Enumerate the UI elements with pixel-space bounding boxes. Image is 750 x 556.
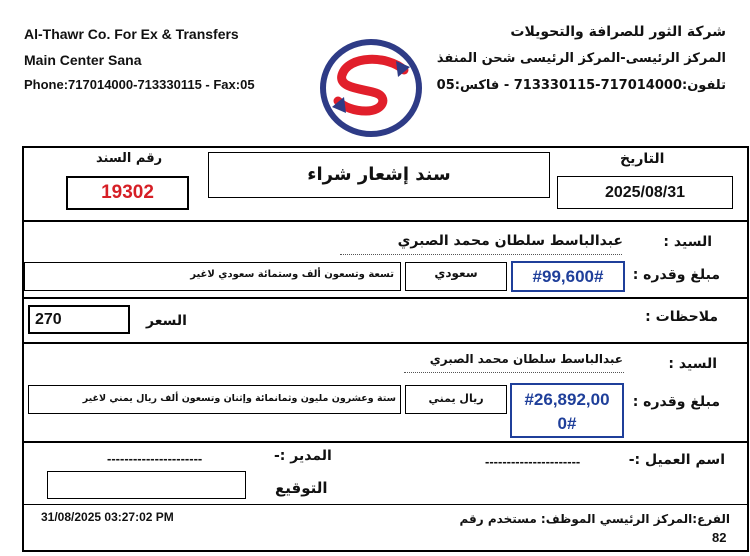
receipt-no: 19302 bbox=[101, 182, 154, 203]
receipt-no-box bbox=[66, 176, 189, 210]
company-branch-ar: المركز الرئيسى-المركز الرئيسى شحن المنفذ bbox=[436, 51, 726, 66]
notes-label: ملاحظات : bbox=[645, 309, 718, 325]
company-phone-en: Phone:717014000-713330115 - Fax:05 bbox=[24, 77, 255, 92]
mr-label-2: السيد : bbox=[668, 356, 717, 372]
amount-2-line1: #26,892,00 bbox=[524, 390, 610, 409]
receipt-date: 2025/08/31 bbox=[604, 184, 686, 201]
amount-words-box-1 bbox=[24, 262, 401, 291]
company-name-ar: شركة الثور للصرافة والتحويلات bbox=[510, 24, 726, 40]
amount-box-1 bbox=[511, 261, 625, 292]
amount-label-2: مبلغ وقدره : bbox=[632, 394, 720, 410]
mr-name-line-1 bbox=[340, 254, 622, 255]
divider bbox=[22, 504, 749, 505]
company-branch-en: Main Center Sana bbox=[24, 52, 142, 68]
client-dashes: ---------------------- bbox=[485, 454, 581, 469]
manager-dashes: ---------------------- bbox=[107, 451, 203, 466]
amount-box-2 bbox=[510, 383, 624, 438]
manager-label: المدير :- bbox=[274, 448, 332, 464]
amount-words-box-2 bbox=[28, 385, 401, 414]
currency-2: ريال يمني bbox=[428, 392, 484, 405]
currency-1: سعودي bbox=[434, 266, 478, 280]
amount-2-line2: 0# bbox=[557, 414, 577, 433]
rate-box bbox=[28, 305, 130, 334]
company-logo-icon bbox=[318, 37, 424, 139]
title-box bbox=[208, 152, 550, 198]
footer-info: الفرع:المركز الرئيسي الموظف: مستخدم رقم bbox=[459, 512, 730, 526]
divider bbox=[22, 342, 749, 344]
currency-box-1 bbox=[405, 262, 507, 291]
amount-words-1: تسعة وتسعون ألف وستمائة سعودي لاغير bbox=[190, 269, 394, 280]
amount-words-2: ستة وعشرون مليون وثمانمائة وإثنان وتسعون ألف ريال يمني لاغير bbox=[82, 393, 396, 404]
divider bbox=[22, 220, 749, 222]
mr-name-1: عبدالباسط سلطان محمد الصبري bbox=[397, 233, 623, 249]
employee-no: 82 bbox=[712, 530, 727, 545]
amount-1: #99,600# bbox=[532, 267, 604, 286]
date-box bbox=[557, 176, 733, 209]
currency-box-2 bbox=[405, 385, 507, 414]
divider bbox=[22, 441, 749, 443]
print-timestamp: 31/08/2025 03:27:02 PM bbox=[41, 510, 174, 524]
rate-label: السعر bbox=[146, 313, 187, 329]
rate-value: 270 bbox=[35, 311, 62, 328]
receipt-title: سند إشعار شراء bbox=[307, 164, 451, 185]
signature-box bbox=[47, 471, 246, 499]
company-phone-ar: تلفون:717014000-713330115 - فاكس:05 bbox=[436, 78, 726, 93]
receipt-no-label: رقم السند bbox=[96, 151, 163, 166]
mr-name-line-2 bbox=[404, 372, 624, 373]
company-name-en: Al-Thawr Co. For Ex & Transfers bbox=[24, 26, 239, 42]
date-label: التاريخ bbox=[620, 151, 665, 167]
divider bbox=[22, 297, 749, 299]
mr-name-2: عبدالباسط سلطان محمد الصبري bbox=[429, 352, 623, 366]
signature-label: التوقيع bbox=[275, 479, 328, 497]
client-label: اسم العميل :- bbox=[628, 452, 725, 468]
amount-label-1: مبلغ وقدره : bbox=[632, 267, 720, 283]
mr-label-1: السيد : bbox=[663, 234, 712, 250]
